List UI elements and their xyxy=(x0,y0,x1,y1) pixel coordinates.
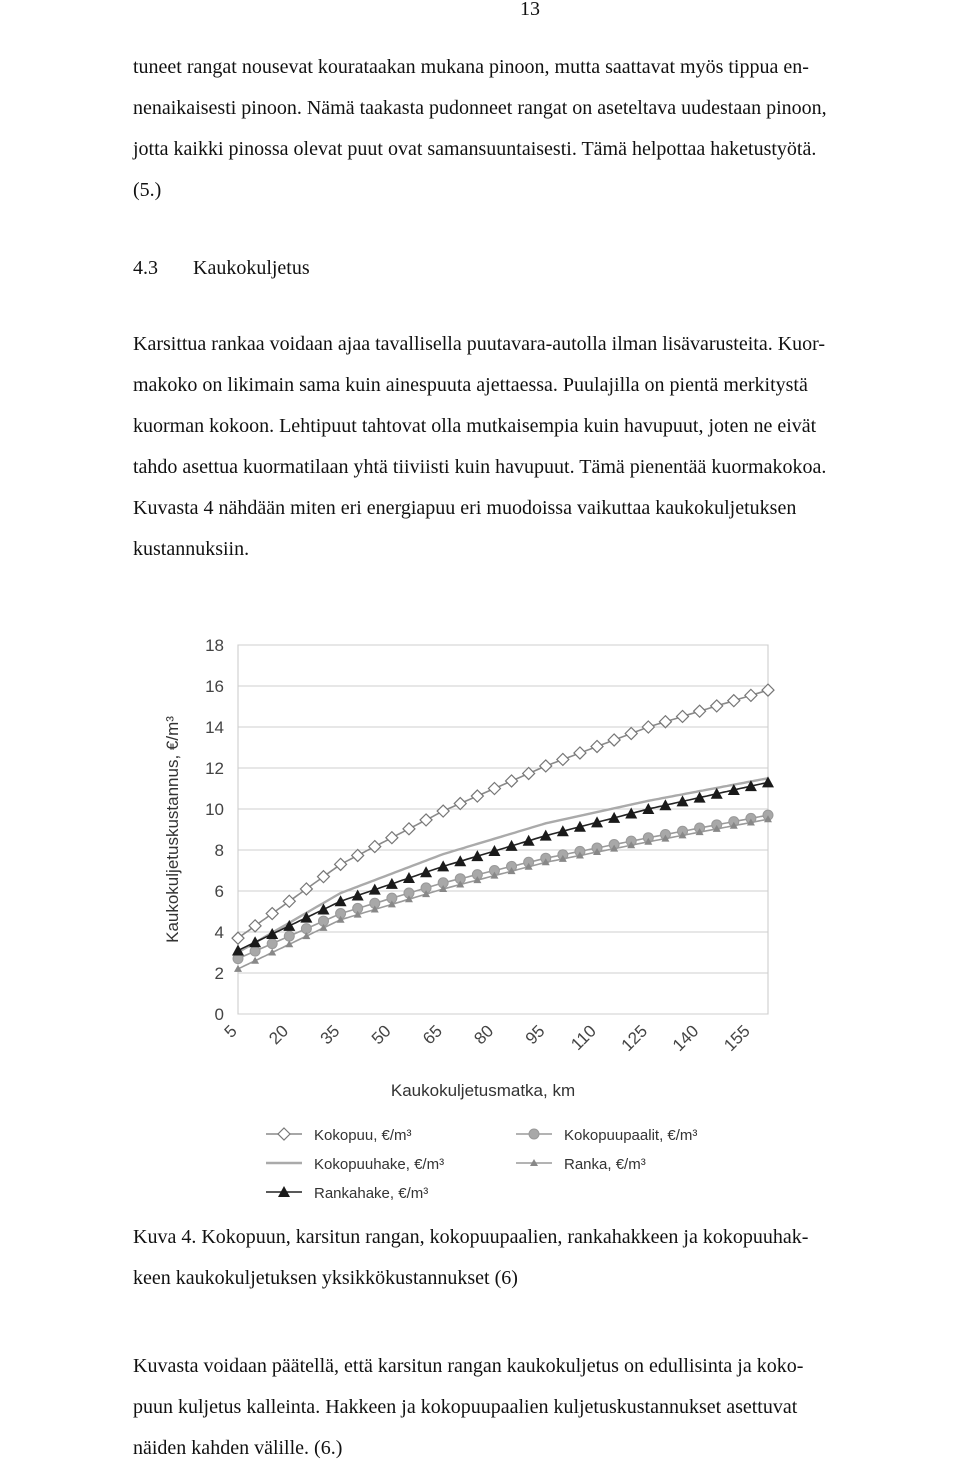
text-line: (5.) xyxy=(133,179,162,201)
paragraph-transport xyxy=(133,324,933,570)
x-tick-label: 140 xyxy=(668,1021,703,1055)
page-number: 13 xyxy=(520,0,540,20)
text-line: Kuvasta voidaan päätellä, että karsitun rangan kaukokuljetus on edullisinta ja koko- xyxy=(133,1355,804,1377)
marker-circle xyxy=(301,924,311,934)
x-axis-label: Kaukokuljetusmatka, km xyxy=(390,1081,576,1100)
section-number: 4.3 xyxy=(133,257,158,279)
legend-item xyxy=(516,1127,697,1144)
y-tick-label: 10 xyxy=(205,800,224,819)
legend-label: Kokopuu, €/m³ xyxy=(314,1127,412,1144)
y-tick-label: 6 xyxy=(214,882,224,901)
text-line: tahdo asettua kuormatilaan yhtä tiiviisti kuin havupuut. Tämä pienentää kuormakokoa. xyxy=(133,456,827,478)
caption-line: Kuva 4. Kokopuun, karsitun rangan, kokopuupaalien, rankahakkeen ja kokopuuhak- xyxy=(133,1226,809,1248)
paragraph-conclusion xyxy=(133,1346,933,1469)
y-tick-label: 8 xyxy=(214,841,224,860)
chart-svg xyxy=(150,628,790,1208)
legend-label: Kokopuuhake, €/m³ xyxy=(314,1156,445,1173)
section-heading xyxy=(133,248,310,288)
legend-item xyxy=(266,1156,444,1173)
text-line: puun kuljetus kalleinta. Hakkeen ja kokopuupaalien kuljetuskustannukset asettuvat xyxy=(133,1396,798,1418)
legend-item xyxy=(516,1156,646,1173)
text-line: tuneet rangat nousevat kourataakan mukana pinoon, mutta saattavat myös tippua en- xyxy=(133,56,809,78)
x-tick-label: 35 xyxy=(316,1021,344,1049)
y-tick-label: 0 xyxy=(214,1005,224,1024)
legend-item xyxy=(266,1127,412,1144)
text-line: Kuvasta 4 nähdään miten eri energiapuu eri muodoissa vaikuttaa kaukokuljetuksen xyxy=(133,497,797,519)
text-line: nenaikaisesti pinoon. Nämä taakasta pudonneet rangat on aseteltava uudestaan pinoon, xyxy=(133,97,827,119)
section-title: Kaukokuljetus xyxy=(193,257,310,279)
legend-item xyxy=(266,1185,428,1202)
text-line: jotta kaikki pinossa olevat puut ovat samansuuntaisesti. Tämä helpottaa haketustyötä. xyxy=(133,138,817,160)
marker-circle xyxy=(529,1129,539,1139)
marker-diamond xyxy=(278,1128,290,1140)
y-axis-label: Kaukokuljetuskustannus, €/m³ xyxy=(163,716,182,943)
text-line: kustannuksiin. xyxy=(133,538,250,560)
legend-label: Ranka, €/m³ xyxy=(564,1156,646,1173)
x-tick-label: 95 xyxy=(521,1021,549,1049)
y-tick-label: 14 xyxy=(205,718,224,737)
cost-chart xyxy=(150,628,790,1208)
x-tick-label: 155 xyxy=(720,1021,754,1055)
text-line: näiden kahden välille. (6.) xyxy=(133,1437,343,1459)
x-tick-label: 50 xyxy=(367,1021,395,1049)
x-tick-label: 5 xyxy=(220,1021,241,1042)
x-tick-label: 20 xyxy=(265,1021,293,1049)
figure-caption xyxy=(133,1217,808,1299)
y-tick-label: 12 xyxy=(205,759,224,778)
caption-line: keen kaukokuljetuksen yksikkökustannukset (6) xyxy=(133,1267,518,1289)
legend-label: Rankahake, €/m³ xyxy=(314,1185,429,1202)
marker-circle xyxy=(284,931,294,941)
text-line: kuorman kokoon. Lehtipuut tahtovat olla mutkaisempia kuin havupuut, joten ne eivät xyxy=(133,415,817,437)
text-line: makoko on likimain sama kuin ainespuuta ajettaessa. Puulajilla on pientä merkitystä xyxy=(133,374,808,396)
marker-circle xyxy=(250,946,260,956)
marker-circle xyxy=(267,939,277,949)
paragraph-loading xyxy=(133,47,933,211)
y-tick-label: 16 xyxy=(205,677,224,696)
y-tick-label: 18 xyxy=(205,636,224,655)
y-tick-label: 2 xyxy=(214,964,224,983)
legend-label: Kokopuupaalit, €/m³ xyxy=(564,1127,698,1144)
x-tick-label: 110 xyxy=(567,1021,600,1054)
x-tick-label: 80 xyxy=(470,1021,498,1049)
text-line: Karsittua rankaa voidaan ajaa tavallisella puutavara-autolla ilman lisävarusteita. Kuor- xyxy=(133,333,826,355)
x-tick-label: 125 xyxy=(617,1021,652,1055)
y-tick-label: 4 xyxy=(214,923,224,942)
x-tick-label: 65 xyxy=(419,1021,446,1049)
